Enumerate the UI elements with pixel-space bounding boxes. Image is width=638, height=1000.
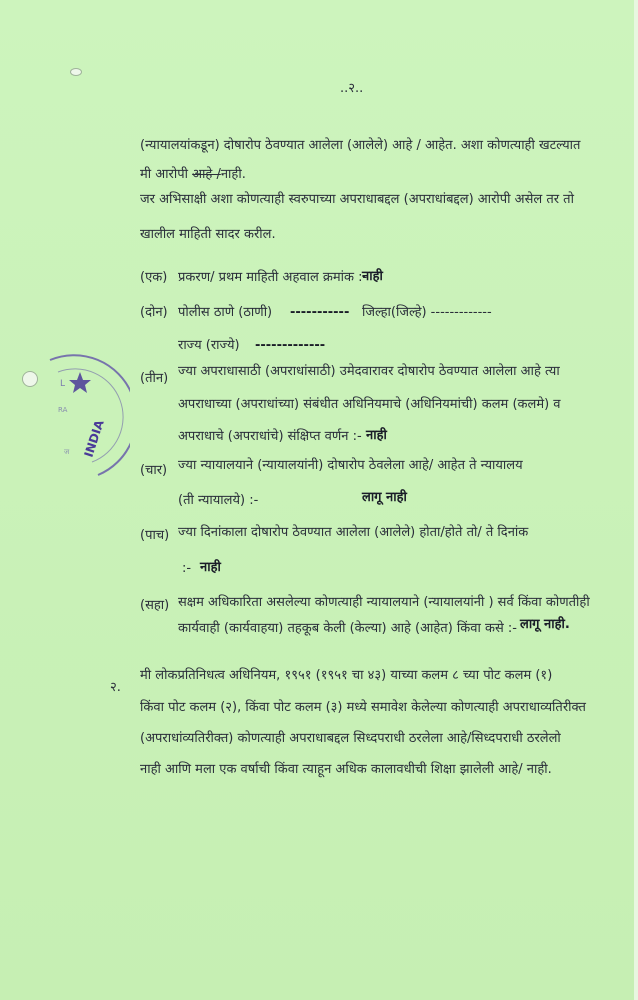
item-char-line1: ज्या न्यायालयाने (न्यायालयांनी) दोषारोप ठेवलेला आहे/ आहेत ते न्यायालय: [178, 458, 523, 473]
item-teen-value: नाही: [366, 428, 387, 443]
item-don-text: पोलीस ठाणे (ठाणी): [178, 305, 273, 320]
item-teen-line3: अपराधाचे (अपराधांचे) संक्षिप्त वर्णन :-: [178, 429, 362, 444]
para2-line2: किंवा पोट कलम (२), किंवा पोट कलम (३) मध्ये समावेश केलेल्या कोणत्याही अपराधाव्यतिरीक्त: [140, 700, 586, 715]
official-seal-stamp: [40, 350, 130, 480]
stamp-text: INDIA: [81, 418, 107, 459]
para1-line2-b: नाही.: [220, 167, 246, 182]
item-ek-label: (एक): [140, 270, 168, 285]
para1-struck-text: आहे /: [192, 167, 221, 182]
item-ek-text: प्रकरण/ प्रथम माहिती अहवाल क्रमांक :-: [178, 270, 368, 285]
para1-line2-a: मी आरोपी: [140, 167, 188, 182]
item-teen-label: (तीन): [140, 371, 169, 386]
para2-line4: नाही आणि मला एक वर्षाची किंवा त्याहून अधिक कालावधीची शिक्षा झालेली आहे/ नाही.: [140, 762, 552, 777]
svg-text:ज: ज: [64, 448, 70, 456]
item-rajya-dash: -------------: [255, 338, 326, 353]
item-pach-line1: ज्या दिनांकाला दोषारोप ठेवण्यात आलेला (आलेले) होता/होते तो/ ते दिनांक: [178, 525, 529, 540]
item-char-value: लागू नाही: [362, 490, 407, 505]
item-don-text2: जिल्हा(जिल्हे) -------------: [362, 305, 492, 320]
punch-hole-middle: [22, 371, 38, 387]
para1-line2: [140, 167, 246, 183]
para1-line4: खालील माहिती सादर करील.: [140, 227, 276, 242]
item-saha-line1: सक्षम अधिकारिता असलेल्या कोणत्याही न्यायालयाने (न्यायालयांनी ) सर्व किंवा कोणतीही: [178, 595, 590, 610]
page-number: ..२..: [340, 81, 364, 96]
item-pach-label: (पाच): [140, 528, 170, 543]
item-saha-line2: कार्यवाही (कार्यवाहया) तहकूब केली (केल्या) आहे (आहेत) किंवा कसे :-: [178, 621, 517, 636]
para2-line3: (अपराधांव्यतिरीक्त) कोणत्याही अपराधाबद्दल सिध्दपराधी ठरलेला आहे/सिध्दपराधी ठरलेलो: [140, 731, 561, 746]
item-pach-value: नाही: [200, 560, 221, 575]
para1-line3: जर अभिसाक्षी अशा कोणत्याही स्वरुपाच्या अपराधाबद्दल (अपराधांबद्दल) आरोपी असेल तर तो: [140, 192, 574, 207]
punch-hole-top: [70, 68, 82, 76]
para1-line1: (न्यायालयांकडून) दोषारोप ठेवण्यात आलेला (आलेले) आहे / आहेत. अशा कोणत्याही खटल्यात: [140, 138, 581, 153]
para2-line1: मी लोकप्रतिनिधत्व अधिनियम, १९५१ (१९५१ चा ४३) याच्या कलम ८ च्या पोट कलम (१): [140, 668, 553, 683]
item-ek-value: नाही: [362, 269, 383, 284]
item-char-label: (चार): [140, 463, 168, 478]
svg-text:L: L: [60, 379, 66, 389]
item-don-label: (दोन): [140, 305, 168, 320]
item-pach-line2: :-: [182, 561, 192, 576]
item-teen-line1: ज्या अपराधासाठी (अपराधांसाठी) उमेदवारावर दोषारोप ठेवण्यात आलेला आहे त्या: [178, 364, 560, 379]
page-edge: [634, 0, 638, 1000]
item-teen-line2: अपराधाच्या (अपराधांच्या) संबंधीत अधिनियमाचे (अधिनियमांची) कलम (कलमे) व: [178, 397, 561, 412]
item-saha-value: लागू नाही.: [520, 617, 570, 632]
svg-text:RA: RA: [58, 406, 68, 414]
para2-number: २.: [110, 680, 121, 695]
item-rajya-text: राज्य (राज्ये): [178, 338, 240, 353]
item-saha-label: (सहा): [140, 598, 170, 613]
item-char-line2: (ती न्यायालये) :-: [178, 493, 259, 508]
item-don-dash: -----------: [290, 305, 350, 320]
